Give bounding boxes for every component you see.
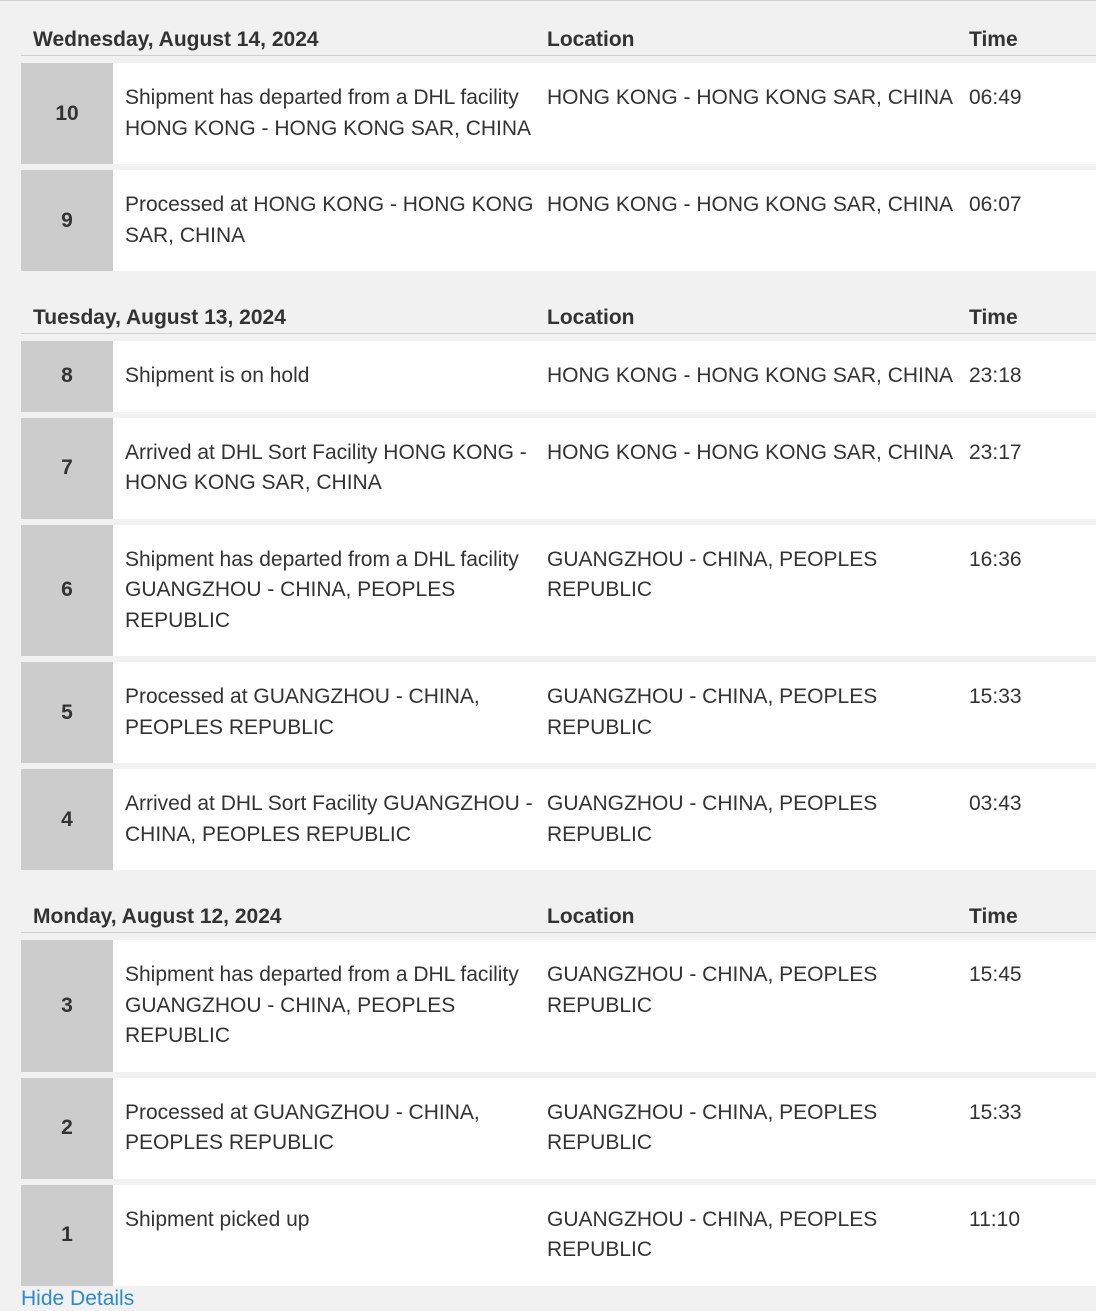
- event-description: Arrived at DHL Sort Facility HONG KONG - HONG KONG SAR, CHINA: [125, 440, 527, 494]
- event-location: GUANGZHOU - CHINA, PEOPLES REPUBLIC: [547, 547, 878, 601]
- event-description: Processed at HONG KONG - HONG KONG SAR, CHINA: [125, 193, 534, 247]
- event-description: Shipment has departed from a DHL facility HONG KONG - HONG KONG SAR, CHINA: [125, 86, 532, 140]
- location-column-header: Location: [547, 905, 635, 928]
- event-time: 06:07: [969, 193, 1022, 216]
- event-time: 15:33: [969, 685, 1022, 708]
- event-number: 6: [21, 525, 113, 657]
- event-location: GUANGZHOU - CHINA, PEOPLES REPUBLIC: [547, 963, 878, 1017]
- event-description: Processed at GUANGZHOU - CHINA, PEOPLES REPUBLIC: [125, 1100, 480, 1154]
- event-location: HONG KONG - HONG KONG SAR, CHINA: [547, 364, 954, 387]
- time-column-header: Time: [969, 905, 1018, 928]
- event-row: [21, 170, 1096, 271]
- event-number: 8: [21, 341, 113, 412]
- event-description: Shipment is on hold: [125, 364, 310, 387]
- day-group: [21, 876, 1096, 1286]
- time-column-header: Time: [969, 28, 1018, 51]
- event-row: [21, 1078, 1096, 1179]
- event-location: HONG KONG - HONG KONG SAR, CHINA: [547, 440, 954, 464]
- day-header: [21, 277, 1096, 334]
- day-header: [21, 1, 1096, 56]
- day-date: Tuesday, August 13, 2024: [33, 306, 286, 329]
- event-row: [21, 1185, 1096, 1286]
- event-time: 15:45: [969, 963, 1022, 986]
- event-time: 15:33: [969, 1100, 1022, 1124]
- event-number: 10: [21, 63, 113, 164]
- event-location: GUANGZHOU - CHINA, PEOPLES REPUBLIC: [547, 685, 878, 739]
- event-description: Shipment has departed from a DHL facility GUANGZHOU - CHINA, PEOPLES REPUBLIC: [125, 963, 519, 1047]
- event-number: 3: [21, 940, 113, 1072]
- location-column-header: Location: [547, 28, 635, 51]
- event-description: Arrived at DHL Sort Facility GUANGZHOU - CHINA, PEOPLES REPUBLIC: [125, 792, 533, 846]
- day-date: Wednesday, August 14, 2024: [33, 28, 319, 51]
- event-row: [21, 940, 1096, 1072]
- event-row: [21, 63, 1096, 164]
- hide-details-link[interactable]: Hide Details: [21, 1287, 135, 1310]
- event-description: Processed at GUANGZHOU - CHINA, PEOPLES REPUBLIC: [125, 685, 480, 739]
- event-time: 11:10: [969, 1207, 1020, 1231]
- location-column-header: Location: [547, 306, 635, 329]
- event-description: Shipment picked up: [125, 1207, 310, 1231]
- day-header: [21, 876, 1096, 933]
- event-number: 2: [21, 1078, 113, 1179]
- event-number: 4: [21, 769, 113, 870]
- event-description: Shipment has departed from a DHL facility GUANGZHOU - CHINA, PEOPLES REPUBLIC: [125, 547, 519, 632]
- event-number: 5: [21, 662, 113, 763]
- event-row: [21, 662, 1096, 763]
- event-location: GUANGZHOU - CHINA, PEOPLES REPUBLIC: [547, 1100, 878, 1154]
- event-row: [21, 341, 1096, 412]
- event-time: 03:43: [969, 792, 1022, 815]
- event-number: 1: [21, 1185, 113, 1286]
- event-location: GUANGZHOU - CHINA, PEOPLES REPUBLIC: [547, 792, 878, 846]
- event-location: HONG KONG - HONG KONG SAR, CHINA: [547, 193, 954, 216]
- day-date: Monday, August 12, 2024: [33, 905, 282, 928]
- event-time: 23:18: [969, 364, 1022, 387]
- event-location: HONG KONG - HONG KONG SAR, CHINA: [547, 86, 954, 109]
- day-group: [21, 277, 1096, 870]
- event-row: [21, 525, 1096, 657]
- day-group: [21, 1, 1096, 271]
- event-row: [21, 769, 1096, 870]
- event-time: 06:49: [969, 86, 1022, 109]
- event-time: 16:36: [969, 547, 1022, 571]
- event-time: 23:17: [969, 440, 1022, 464]
- event-number: 9: [21, 170, 113, 271]
- event-location: GUANGZHOU - CHINA, PEOPLES REPUBLIC: [547, 1207, 878, 1261]
- event-row: [21, 418, 1096, 519]
- time-column-header: Time: [969, 306, 1018, 329]
- event-number: 7: [21, 418, 113, 519]
